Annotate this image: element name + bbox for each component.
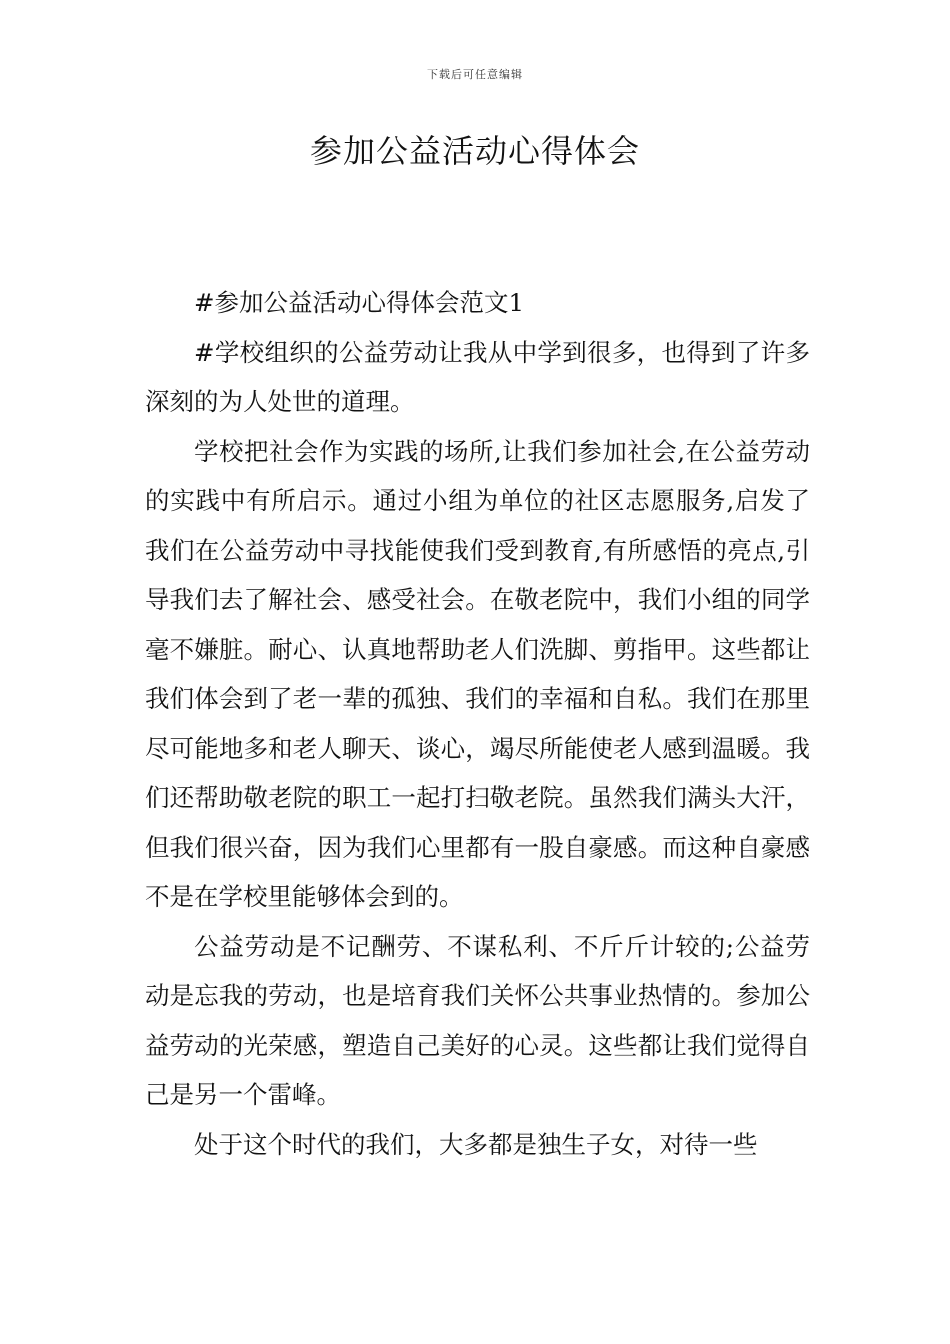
paragraph-1: #学校组织的公益劳动让我从中学到很多，也得到了许多深刻的为人处世的道理。	[145, 337, 810, 416]
paragraph-subtitle: #参加公益活动心得体会范文1	[194, 288, 525, 317]
document-body	[145, 278, 810, 1169]
paragraph-2: 学校把社会作为实践的场所,让我们参加社会,在公益劳动的实践中有所启示。通过小组为单位的社区志愿服务,启发了我们在公益劳动中寻找能使我们受到教育,有所感悟的亮点,引导我们去了解社会、感受社会。在敬老院中，我们小组的同学毫不嫌脏。耐心、认真地帮助老人们洗脚、剪指甲。这些都让我们体会到了老一辈的孤独、我们的幸福和自私。我们在那里尽可能地多和老人聊天、谈心，竭尽所能使老人感到温暖。我们还帮助敬老院的职工一起打扫敬老院。虽然我们满头大汗，但我们很兴奋，因为我们心里都有一股自豪感。而这种自豪感不是在学校里能够体会到的。	[145, 436, 810, 911]
paragraph-4: 处于这个时代的我们，大多都是独生子女，对待一些	[194, 1129, 758, 1159]
paragraph-3: 公益劳动是不记酬劳、不谋私利、不斤斤计较的;公益劳动是忘我的劳动，也是培育我们关怀公共事业热情的。参加公益劳动的光荣感，塑造自己美好的心灵。这些都让我们觉得自己是另一个雷峰。	[145, 931, 810, 1109]
document-title: 参加公益活动心得体会	[309, 132, 640, 170]
header-note: 下载后可任意编辑	[427, 68, 523, 81]
